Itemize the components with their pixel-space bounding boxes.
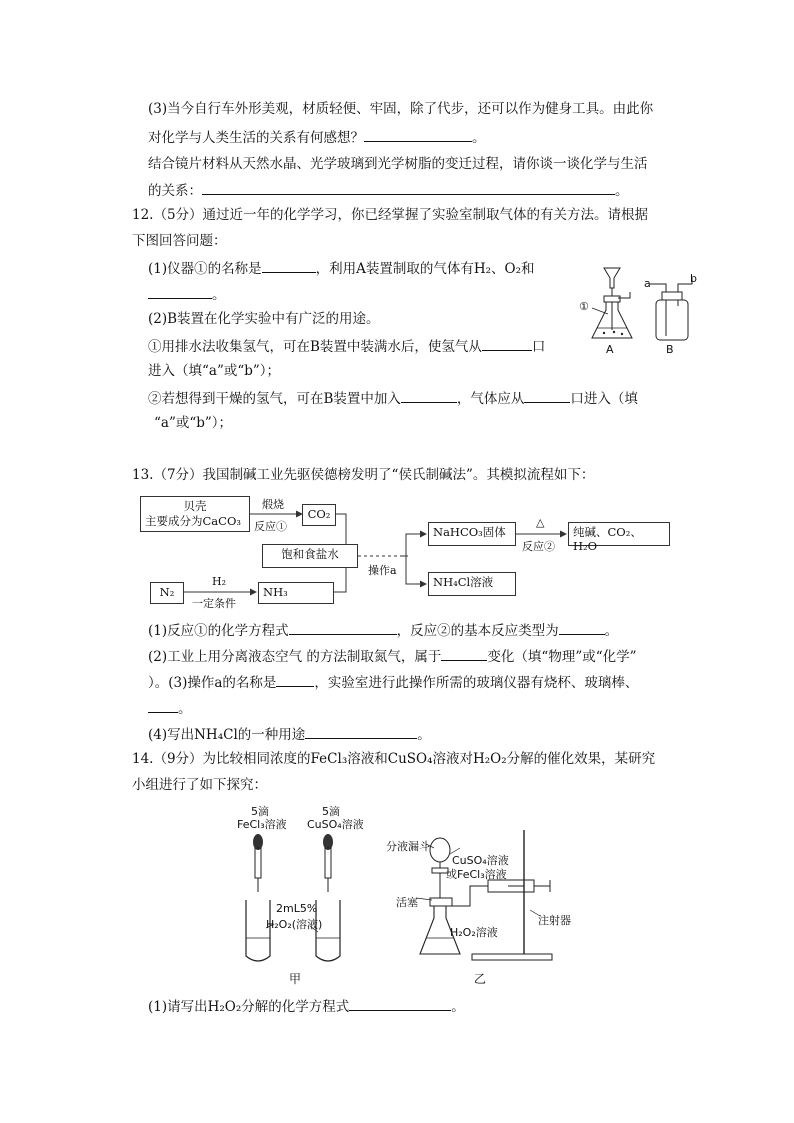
q13-p4: (4)写出NH₄Cl的一种用途 。 — [148, 724, 431, 744]
q12-p2-1-cont: 进入（填“a”或“b”）； — [148, 363, 281, 379]
answer-blank[interactable] — [559, 620, 605, 635]
q13-p1: (1)反应①的化学方程式 ，反应②的基本反应类型为 。 — [148, 620, 618, 640]
q14-header-line2: 小组进行了如下探究： — [132, 777, 267, 793]
calcine-label: 煅烧 — [262, 498, 284, 511]
caption-jia: 甲 — [289, 972, 302, 986]
solution-label: H₂O₂(溶液) — [266, 918, 323, 931]
delta-label: △ — [536, 516, 545, 529]
drops1-label: 5滴 — [251, 805, 269, 818]
answer-blank[interactable] — [148, 698, 178, 713]
stopcock-label: 活塞 — [396, 896, 418, 909]
funnel-syringe-figure — [380, 810, 590, 970]
reaction1-label: 反应① — [254, 520, 287, 533]
port-a-label: a — [644, 277, 651, 290]
h2-label: H₂ — [212, 575, 227, 588]
answer-blank[interactable] — [276, 672, 314, 687]
q12-header-line2: 下图回答问题： — [132, 233, 227, 249]
conc-label: 2mL5% — [276, 902, 318, 915]
q11-p3-line3: 结合镜片材料从天然水晶、光学玻璃到光学树脂的变迁过程，请你谈一谈化学与生活 — [148, 156, 648, 172]
answer-blank[interactable] — [289, 620, 397, 635]
brine-box: 饱和食盐水 — [262, 544, 358, 568]
label-a-apparatus: A — [606, 343, 614, 356]
q11-p3-line2: 对化学与人类生活的关系有何感想？ 。 — [148, 127, 486, 147]
q14-p1: (1)请写出H₂O₂分解的化学方程式 。 — [148, 996, 465, 1016]
reagent-a-label: CuSO₄溶液 — [452, 854, 509, 867]
q12-p2: (2)B装置在化学实验中有广泛的用途。 — [148, 311, 380, 327]
q12-p1-cont: 。 — [148, 284, 226, 304]
drops2-label: 5滴 — [322, 805, 340, 818]
funnel-label: 分液漏斗 — [386, 840, 430, 853]
answer-blank[interactable] — [441, 646, 487, 661]
q12-header-line1: 12.（5分）通过近一年的化学学习，你已经掌握了实验室制取气体的有关方法。请根据 — [132, 207, 649, 223]
q12-p1: (1)仪器①的名称是 ，利用A装置制取的气体有H₂、O₂和 — [148, 258, 535, 278]
reagent2-label: CuSO₄溶液 — [307, 818, 364, 831]
reagent1-label: FeCl₃溶液 — [237, 818, 287, 831]
port-b-label: b — [690, 272, 697, 285]
reaction2-label: 反应② — [522, 540, 555, 553]
h2o2-solution-label: H₂O₂溶液 — [450, 926, 498, 939]
q14-header-line1: 14.（9分）为比较相同浓度的FeCl₃溶液和CuSO₄溶液对H₂O₂分解的催化效果，某研究 — [132, 751, 656, 767]
answer-blank[interactable] — [305, 724, 417, 739]
co2-box: CO₂ — [302, 504, 336, 526]
test-tubes-figure — [230, 820, 360, 970]
q11-p3-line4: 的关系： 。 — [148, 180, 629, 200]
nh3-box: NH₃ — [258, 582, 334, 604]
shell-box: 贝壳 主要成分为CaCO₃ — [140, 496, 250, 532]
operation-label: 操作a — [368, 564, 397, 577]
circle-label: ① — [579, 300, 589, 313]
q12-p2-1: ①用排水法收集氢气，可在B装置中装满水后，使氢气从 口 — [148, 336, 545, 356]
products-box: 纯碱、CO₂、H₂O — [568, 522, 670, 546]
q11-p3-line1: (3)当今自行车外形美观，材质轻便、牢固，除了代步，还可以作为健身工具。由此你 — [148, 101, 654, 117]
caption-yi: 乙 — [474, 972, 487, 986]
q13-p3-cont: 。 — [148, 698, 192, 718]
q13-header: 13.（7分）我国制碱工业先驱侯德榜发明了“侯氏制碱法”。其模拟流程如下： — [132, 467, 595, 483]
answer-blank[interactable] — [349, 996, 451, 1011]
nahco3-box: NaHCO₃固体 — [428, 522, 516, 546]
q12-p2-2-cont: “a”或“b”）； — [154, 415, 233, 431]
n2-box: N₂ — [150, 582, 184, 604]
condition-label: 一定条件 — [192, 597, 236, 610]
q13-p3: ）。(3)操作a的名称是 ，实验室进行此操作所需的玻璃仪器有烧杯、玻璃棒、 — [148, 672, 638, 692]
nh4cl-box: NH₄Cl溶液 — [428, 572, 516, 596]
syringe-label: 注射器 — [538, 914, 571, 927]
label-b-apparatus: B — [666, 343, 674, 356]
q13-p2: (2)工业上用分离液态空气 的方法制取氮气，属于 变化（填“物理”或“化学” — [148, 646, 637, 666]
reagent-b-label: 或FeCl₃溶液 — [446, 868, 507, 881]
q12-p2-2: ②若想得到干燥的氢气，可在B装置中加入 ，气体应从 口进入（填 — [148, 388, 638, 408]
